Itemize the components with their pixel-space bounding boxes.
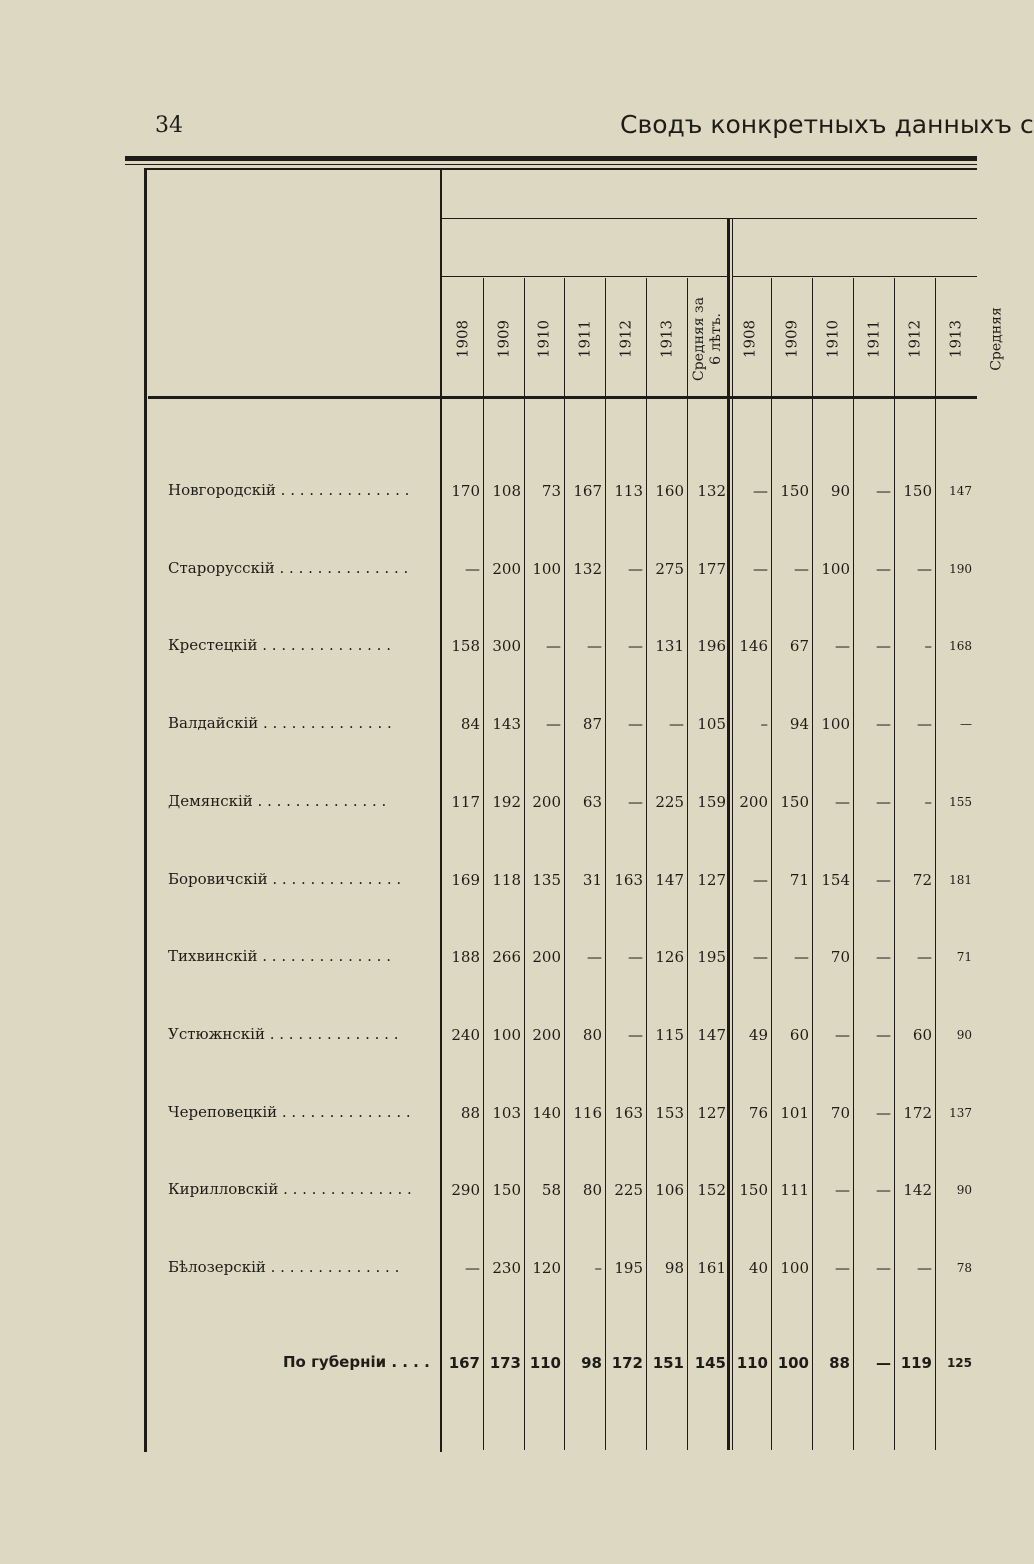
table-cell: 195	[697, 948, 726, 967]
table-cell: —	[628, 637, 643, 656]
table-cell: 60	[789, 1025, 809, 1044]
district-name: Устюжнскій . . . . . . . . . . . . . .	[168, 1024, 399, 1043]
table-cell: 147	[697, 1025, 726, 1044]
district-name: Крестецкій . . . . . . . . . . . . . .	[168, 636, 391, 655]
district-name: Бѣлозерскій . . . . . . . . . . . . . .	[168, 1258, 400, 1276]
table-cell: —	[876, 1259, 891, 1277]
table-cell: 127	[697, 1103, 726, 1122]
year-header-label: 1912	[616, 319, 634, 359]
table-cell: —	[876, 1181, 891, 1200]
year-header-label: 1911	[575, 319, 593, 359]
table-cell: —	[628, 559, 643, 578]
table-cell: –	[924, 792, 932, 811]
table-cell: 163	[614, 1103, 643, 1122]
table-cell: 137	[949, 1105, 972, 1120]
total-cell: 119	[900, 1354, 932, 1372]
table-cell: 31	[582, 870, 602, 889]
table-cell: —	[753, 482, 768, 500]
table-top-border	[144, 168, 977, 170]
table-cell: —	[835, 637, 850, 656]
table-cell: 100	[492, 1025, 521, 1044]
table-cell: 90	[956, 1027, 972, 1042]
table-cell: —	[465, 559, 480, 578]
table-cell: —	[628, 792, 643, 811]
table-cell: 225	[655, 792, 684, 811]
table-cell: 170	[451, 482, 480, 500]
district-name: Кирилловскій . . . . . . . . . . . . . .	[168, 1180, 412, 1199]
table-cell: 135	[532, 870, 561, 889]
table-cell: —	[546, 715, 561, 734]
table-cell: 94	[789, 715, 809, 734]
table-cell: –	[760, 715, 768, 734]
year-header-g0-2	[524, 284, 564, 394]
table-cell: 152	[697, 1181, 726, 1200]
table-cell: —	[835, 1259, 850, 1277]
year-header-label: 1910	[534, 319, 553, 359]
table-cell: —	[835, 792, 850, 811]
total-cell: 88	[829, 1354, 850, 1372]
table-cell: 88	[460, 1103, 480, 1122]
total-cell: 125	[946, 1356, 972, 1370]
table-cell: —	[876, 559, 891, 578]
main-header-underline	[442, 218, 977, 219]
table-cell: 70	[830, 1103, 850, 1122]
table-cell: 147	[949, 484, 972, 498]
year-header-label: Средняя за 6 лѣтъ.	[691, 297, 724, 382]
table-cell: 146	[739, 637, 768, 656]
table-cell: 167	[573, 482, 602, 500]
year-header-g1-1	[771, 284, 812, 394]
table-cell: 177	[697, 559, 726, 578]
year-header-g0-3	[564, 284, 605, 394]
table-cell: 266	[492, 948, 521, 967]
district-name: Боровичскій . . . . . . . . . . . . . .	[168, 869, 402, 888]
header-rule-thin	[125, 164, 977, 165]
total-cell: —	[876, 1354, 891, 1372]
table-cell: —	[876, 1103, 891, 1122]
table-cell: 80	[582, 1025, 602, 1044]
table-cell: 63	[582, 792, 602, 811]
total-cell: 173	[489, 1354, 521, 1372]
table-cell: —	[876, 1025, 891, 1044]
table-cell: 160	[655, 482, 684, 500]
table-cell: 192	[492, 792, 521, 811]
page-number: 34	[155, 113, 183, 138]
table-cell: —	[876, 715, 891, 734]
table-cell: 70	[830, 948, 850, 967]
table-cell: —	[876, 637, 891, 656]
table-cell: —	[753, 948, 768, 967]
table-cell: 58	[541, 1181, 561, 1200]
table-cell: —	[587, 948, 602, 967]
table-cell: 150	[739, 1181, 768, 1200]
district-name: Старорусскій . . . . . . . . . . . . . .	[168, 558, 409, 577]
table-cell: 200	[532, 792, 561, 811]
table-cell: 140	[532, 1103, 561, 1122]
table-cell: 150	[492, 1181, 521, 1200]
table-cell: 60	[912, 1025, 932, 1044]
table-cell: 290	[451, 1181, 480, 1200]
table-cell: 84	[460, 715, 480, 734]
table-cell: 225	[614, 1181, 643, 1200]
table-cell: 200	[532, 948, 561, 967]
district-name: Новгородскій . . . . . . . . . . . . . .	[168, 481, 410, 499]
table-cell: —	[876, 482, 891, 500]
table-cell: 131	[655, 637, 684, 656]
subgroup-underline-2	[732, 276, 977, 277]
table-cell: 169	[451, 870, 480, 889]
table-cell: —	[587, 637, 602, 656]
running-title: Сводъ конкретныхъ данныхъ с	[620, 110, 1034, 139]
table-cell: 230	[492, 1259, 521, 1277]
table-cell: 172	[903, 1103, 932, 1122]
table-cell: 78	[956, 1261, 972, 1275]
table-cell: 103	[492, 1103, 521, 1122]
table-cell: 116	[573, 1103, 602, 1122]
table-cell: —	[876, 948, 891, 967]
table-cell: 132	[573, 559, 602, 578]
table-cell: 71	[789, 870, 809, 889]
year-header-label: 1909	[782, 319, 800, 359]
subgroup-underline-1	[442, 276, 729, 277]
table-cell: 150	[780, 482, 809, 500]
table-cell: —	[794, 559, 809, 578]
table-cell: —	[753, 870, 768, 889]
table-cell: 120	[532, 1259, 561, 1277]
table-cell: 158	[451, 637, 480, 656]
year-header-g1-4	[894, 284, 935, 394]
table-cell: 106	[655, 1181, 684, 1200]
table-cell: 117	[451, 792, 480, 811]
table-cell: 200	[492, 559, 521, 578]
table-left-border	[144, 170, 147, 1452]
total-cell: 167	[448, 1354, 480, 1372]
table-cell: —	[917, 559, 932, 578]
table-cell: 118	[492, 870, 521, 889]
table-cell: 132	[697, 482, 726, 500]
year-header-g1-3	[853, 284, 894, 394]
table-cell: 67	[789, 637, 809, 656]
total-cell: 100	[777, 1354, 809, 1372]
district-name: Валдайскій . . . . . . . . . . . . . .	[168, 714, 392, 733]
table-cell: 190	[949, 561, 972, 576]
total-cell: 172	[611, 1354, 643, 1372]
year-header-g0-6	[687, 284, 729, 394]
year-header-label: 1913	[657, 319, 675, 359]
year-header-g0-4	[605, 284, 646, 394]
total-cell: 98	[581, 1354, 602, 1372]
year-header-label: 1913	[946, 319, 965, 359]
table-cell: —	[628, 948, 643, 967]
year-header-label: 1909	[494, 319, 512, 359]
year-header-g0-5	[646, 284, 687, 394]
table-cell: 181	[949, 872, 972, 887]
year-header-label: 1908	[453, 319, 471, 359]
header-rule-thick	[125, 156, 977, 161]
table-cell: 105	[697, 715, 726, 734]
table-cell: —	[835, 1025, 850, 1044]
table-cell: —	[835, 1181, 850, 1200]
table-cell: 127	[697, 870, 726, 889]
year-header-g0-0	[442, 284, 483, 394]
table-cell: 90	[956, 1183, 972, 1198]
table-cell: 113	[614, 482, 643, 500]
total-row-label: По губерніи . . . .	[283, 1353, 430, 1371]
table-cell: 49	[748, 1025, 768, 1044]
table-cell: —	[794, 948, 809, 967]
table-cell: 40	[748, 1259, 768, 1277]
table-cell: —	[917, 1259, 932, 1277]
year-header-g0-1	[483, 284, 524, 394]
table-cell: 98	[664, 1259, 684, 1277]
table-cell: 80	[582, 1181, 602, 1200]
district-name: Демянскій . . . . . . . . . . . . . .	[168, 791, 387, 810]
table-cell: 188	[451, 948, 480, 967]
year-header-label: 1911	[864, 319, 882, 359]
table-cell: 163	[614, 870, 643, 889]
table-cell: —	[917, 715, 932, 734]
year-header-g1-0	[729, 284, 771, 394]
table-cell: 150	[903, 482, 932, 500]
year-header-label: 1908	[740, 319, 759, 359]
table-cell: —	[876, 870, 891, 889]
table-cell: —	[546, 637, 561, 656]
table-cell: 101	[780, 1103, 809, 1122]
table-cell: –	[594, 1259, 602, 1277]
table-cell: 200	[532, 1025, 561, 1044]
table-cell: 76	[748, 1103, 768, 1122]
table-cell: —	[876, 792, 891, 811]
year-header-label: 1912	[905, 319, 923, 359]
table-cell: 111	[780, 1181, 809, 1200]
table-cell: 195	[614, 1259, 643, 1277]
table-cell: —	[753, 559, 768, 578]
year-header-g1-2	[812, 284, 853, 394]
district-name: Череповецкій . . . . . . . . . . . . . .	[168, 1102, 411, 1121]
table-cell: 161	[697, 1259, 726, 1277]
table-cell: 115	[655, 1025, 684, 1044]
table-cell: 100	[821, 559, 850, 578]
year-header-label: Средняя	[988, 307, 1005, 371]
table-cell: 196	[697, 637, 726, 656]
table-cell: 100	[532, 559, 561, 578]
table-cell: 153	[655, 1103, 684, 1122]
table-cell: 143	[492, 715, 521, 734]
total-cell: 110	[529, 1354, 561, 1372]
year-header-g1-6	[977, 284, 1017, 394]
table-cell: —	[917, 948, 932, 967]
district-name: Тихвинскій . . . . . . . . . . . . . .	[168, 947, 391, 966]
table-cell: 147	[655, 870, 684, 889]
table-cell: 126	[655, 948, 684, 967]
table-cell: 168	[949, 639, 972, 654]
table-cell: 87	[582, 715, 602, 734]
table-cell: 300	[492, 637, 521, 656]
table-cell: 150	[780, 792, 809, 811]
table-cell: 240	[451, 1025, 480, 1044]
table-cell: 200	[739, 792, 768, 811]
table-cell: —	[628, 1025, 643, 1044]
table-cell: —	[960, 717, 972, 732]
table-cell: 275	[655, 559, 684, 578]
total-cell: 151	[652, 1354, 684, 1372]
table-cell: —	[628, 715, 643, 734]
total-cell: 145	[694, 1354, 726, 1372]
year-header-label: 1910	[823, 319, 841, 359]
table-cell: 155	[949, 794, 972, 809]
table-cell: 73	[541, 482, 561, 500]
table-cell: 90	[830, 482, 850, 500]
table-cell: –	[924, 637, 932, 656]
total-cell: 110	[736, 1354, 768, 1372]
year-header-g1-5	[935, 284, 977, 394]
table-cell: 100	[821, 715, 850, 734]
table-cell: 159	[697, 792, 726, 811]
table-cell: 72	[912, 870, 932, 889]
table-cell: 154	[821, 870, 850, 889]
table-cell: 100	[780, 1259, 809, 1277]
table-cell: 108	[492, 482, 521, 500]
table-cell: —	[465, 1259, 480, 1277]
table-cell: 71	[956, 950, 972, 965]
table-cell: —	[669, 715, 684, 734]
table-cell: 142	[903, 1181, 932, 1200]
